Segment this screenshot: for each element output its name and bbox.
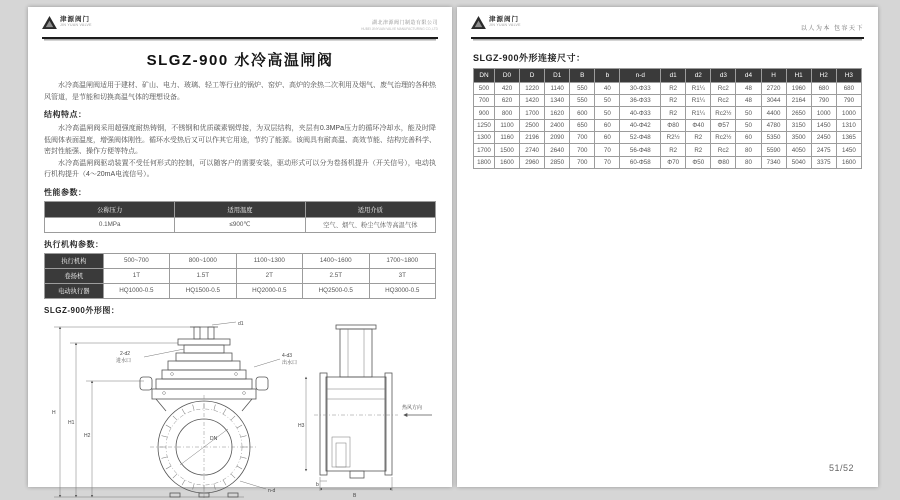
label-dn: DN [210,435,218,442]
dim-label-h: H [52,409,56,416]
logo-name: 津源阀门 [60,16,90,24]
column-header: d2 [686,69,711,83]
table-cell: 790 [811,94,836,106]
label-inlet: 进水口 [116,357,132,364]
table-cell: 1310 [836,119,861,131]
actuator-table [44,253,436,299]
column-header: d3 [711,69,736,83]
dim-label-h3: H3 [298,422,305,429]
structure-heading: 结构特点： [44,110,87,120]
dimensions-table-head [474,69,862,83]
table-cell: 3150 [786,119,811,131]
table-row [474,119,862,131]
table-cell: 800 [494,107,519,119]
table-row [474,132,862,144]
dimensions-table-body [474,82,862,169]
table-cell: R2 [661,94,686,106]
table-cell: 550 [570,94,595,106]
table-cell: 80 [736,144,761,156]
table-row [45,217,436,232]
table-cell: 5590 [761,144,786,156]
structure-paragraph-1: 水冷高温闸阀采用超强度耐热铸钢，不锈钢和优质碳素钢焊接，为双层结构，夹层有0.3MPa压力的循环冷却水，能及时降低阀体表面温度，增强阀体刚性。循环水受热后又可以作其它用途，节约了能源。该阀具有耐高温、高效节能、结构完善科学、密封性能强、操作方便等特点。 [44,125,436,156]
table-cell: 7340 [761,156,786,168]
label-outlet-code: 4-d3 [282,352,293,359]
table-cell: 52-Φ48 [620,132,661,144]
table-cell: 1160 [494,132,519,144]
table-cell: 3044 [761,94,786,106]
logo-text [489,17,521,27]
table-cell: 80 [736,156,761,168]
table-cell: 620 [494,94,519,106]
table-cell: ≤900℃ [175,217,305,232]
company-logo [42,16,92,29]
table-cell: 900 [474,107,495,119]
column-header: 适用温度 [175,201,305,217]
table-cell: 1400~1600 [303,253,369,268]
table-cell: 60 [736,132,761,144]
table-cell: 2164 [786,94,811,106]
table-cell: 1450 [836,144,861,156]
table-cell: 2T [236,268,302,283]
page-title: SLGZ-900 水冷高温闸阀 [146,52,334,69]
company-name-en: HUBEI JINYUAN VALVE MANUFACTURING CO.,LTD [361,26,438,31]
table-cell: 60 [595,132,620,144]
label-inlet-code: 2-d2 [120,350,131,357]
table-row [474,156,862,168]
table-cell: 550 [570,82,595,94]
row-header-cell: 执行机构 [45,253,104,268]
column-header: DN [474,69,495,83]
table-cell: Rc2½ [711,107,736,119]
table-cell: 2450 [811,132,836,144]
column-header: d1 [661,69,686,83]
table-cell: Φ50 [686,156,711,168]
table-row [45,253,436,268]
table-cell: 50 [595,107,620,119]
table-cell: R1¼ [686,82,711,94]
page-number: 51/52 [828,463,854,473]
table-cell: 1700~1800 [369,253,435,268]
table-cell: 48 [736,94,761,106]
table-cell: 1100~1300 [236,253,302,268]
table-cell: HQ2000-0.5 [236,283,302,298]
table-cell: 3500 [786,132,811,144]
table-cell: 2090 [545,132,570,144]
table-cell: 680 [811,82,836,94]
table-cell: 4780 [761,119,786,131]
table-cell: 4050 [786,144,811,156]
column-header: H1 [786,69,811,83]
table-cell: 1300 [474,132,495,144]
table-cell: 4400 [761,107,786,119]
column-header: 适用介质 [305,201,435,217]
table-cell: 空气、烟气、粉尘气体等高温气体 [305,217,435,232]
table-cell: 790 [836,94,861,106]
table-cell: 70 [595,144,620,156]
table-cell: Rc2 [711,94,736,106]
table-cell: 2960 [520,156,545,168]
header-company-block [361,16,438,31]
logo-text [60,17,92,27]
table-cell: 1365 [836,132,861,144]
table-cell: Rc2½ [711,132,736,144]
table-cell: 1T [103,268,169,283]
page-left [28,7,452,499]
right-page-header [471,16,864,39]
table-cell: 40-Φ42 [620,119,661,131]
table-row [474,94,862,106]
table-cell: 36-Φ33 [620,94,661,106]
performance-heading: 性能参数： [44,187,87,197]
table-cell: R2 [661,107,686,119]
table-row [45,283,436,298]
table-row [45,268,436,283]
table-cell: Φ57 [711,119,736,131]
table-cell: HQ2500-0.5 [303,283,369,298]
actuator-table-body [45,253,436,298]
dim-label-h1: H1 [68,419,75,426]
table-cell: 1500 [494,144,519,156]
table-cell: 1000 [836,107,861,119]
table-cell: 3T [369,268,435,283]
performance-table-body [45,217,436,232]
table-cell: HQ1000-0.5 [103,283,169,298]
column-header: D1 [545,69,570,83]
column-header: 公称压力 [45,201,175,217]
table-cell: 1250 [474,119,495,131]
table-cell: 2500 [520,119,545,131]
table-cell: 48 [736,82,761,94]
column-header: H3 [836,69,861,83]
table-cell: 650 [570,119,595,131]
column-header: D [520,69,545,83]
table-cell: 2196 [520,132,545,144]
table-cell: 40-Φ33 [620,107,661,119]
left-page-header [42,16,438,39]
intro-paragraph: 水冷高温闸阀适用于建材、矿山、电力、玻璃、轻工等行业的锅炉、窑炉、高炉的余热二次利用及烟气、废气治理的各种热风管道，是节能和切换高温气体的理想设备。 [44,82,436,101]
table-cell: R1¼ [686,94,711,106]
table-cell: 2400 [545,119,570,131]
table-cell: 1140 [545,82,570,94]
table-cell: R2 [661,144,686,156]
table-cell: R1¼ [686,107,711,119]
table-cell: 2850 [545,156,570,168]
table-header-row [474,69,862,83]
table-cell: R2 [686,132,711,144]
table-cell: Φ40 [686,119,711,131]
table-cell: 500 [474,82,495,94]
column-header: n-d [620,69,661,83]
row-header-cell: 电动执行器 [45,283,104,298]
outline-drawing [44,319,436,500]
dim-label-b-small: b [316,481,319,488]
table-cell: 1420 [520,94,545,106]
table-cell: 60 [595,119,620,131]
column-header: B [570,69,595,83]
table-cell: 2475 [811,144,836,156]
table-cell: 700 [474,94,495,106]
company-logo-icon [471,16,486,29]
performance-table-head [45,201,436,217]
right-page-content [473,45,862,169]
row-header-cell: 卷扬机 [45,268,104,283]
table-cell: 30-Φ33 [620,82,661,94]
dimensions-table [473,68,862,169]
left-page-content [44,45,436,500]
column-header: b [595,69,620,83]
table-cell: 50 [595,94,620,106]
table-cell: 70 [595,156,620,168]
table-cell: 5040 [786,156,811,168]
table-cell: 50 [736,107,761,119]
table-cell: 40 [595,82,620,94]
table-cell: R2 [661,82,686,94]
table-row [474,107,862,119]
table-cell: Φ80 [661,119,686,131]
logo-subtitle: JIN YUAN VALVE [60,23,92,28]
company-name: 湖北津源阀门制造有限公司 [371,20,438,26]
table-cell: 1600 [494,156,519,168]
table-cell: 1700 [520,107,545,119]
table-cell: 500~700 [103,253,169,268]
table-cell: 1220 [520,82,545,94]
label-n-d: n-d [268,487,276,494]
table-cell: Φ80 [711,156,736,168]
table-cell: Φ70 [661,156,686,168]
table-cell: 1100 [494,119,519,131]
table-cell: 1.5T [170,268,236,283]
table-cell: 700 [570,144,595,156]
table-cell: 1620 [545,107,570,119]
structure-paragraph-2: 水冷高温闸阀驱动装置不受任何形式的控制，可以随客户的需要安装，驱动形式可以分为卷扬机提升（开关信号），电动执行机构提升（4～20mA电流信号）。 [44,159,436,179]
flow-direction-label: 热风方向 [402,404,423,411]
label-d1: d1 [238,320,244,327]
actuator-heading: 执行机构参数： [44,239,104,249]
table-cell: 3375 [811,156,836,168]
table-cell: 2650 [786,107,811,119]
table-header-row [45,201,436,217]
table-cell: 2640 [545,144,570,156]
company-slogan: 以人为本 包容天下 [800,26,864,32]
valve-technical-drawing [44,319,436,500]
table-cell: 1450 [811,119,836,131]
table-cell: 700 [570,156,595,168]
table-cell: 680 [836,82,861,94]
table-cell: 1960 [786,82,811,94]
column-header: H [761,69,786,83]
table-row [474,144,862,156]
table-cell: 1800 [474,156,495,168]
label-outlet: 出水口 [282,359,298,366]
table-cell: Rc2 [711,144,736,156]
table-cell: 2720 [761,82,786,94]
table-cell: HQ1500-0.5 [170,283,236,298]
column-header: d4 [736,69,761,83]
dim-label-h2: H2 [84,432,91,439]
logo-name: 津源阀门 [489,16,519,24]
column-header: D0 [494,69,519,83]
table-cell: HQ3000-0.5 [369,283,435,298]
table-cell: 2740 [520,144,545,156]
table-cell: 1700 [474,144,495,156]
table-cell: 60-Φ58 [620,156,661,168]
table-cell: 0.1MPa [45,217,175,232]
company-logo-icon [42,16,57,29]
table-cell: 1340 [545,94,570,106]
table-cell: 800~1000 [170,253,236,268]
column-header: H2 [811,69,836,83]
drawing-heading: SLGZ-900外形图： [44,305,120,315]
table-cell: R2 [686,144,711,156]
table-cell: R2½ [661,132,686,144]
table-cell: 600 [570,107,595,119]
logo-subtitle: JIN YUAN VALVE [489,23,521,28]
table-cell: 5350 [761,132,786,144]
table-cell: 1600 [836,156,861,168]
table-cell: 2.5T [303,268,369,283]
table-cell: 50 [736,119,761,131]
table-cell: 56-Φ48 [620,144,661,156]
table-cell: 420 [494,82,519,94]
table-row [474,82,862,94]
company-logo [471,16,521,29]
page-right [457,7,878,487]
table-cell: Rc2 [711,82,736,94]
performance-table [44,201,436,233]
dim-label-b: B [353,492,357,499]
table-cell: 1000 [811,107,836,119]
table-cell: 700 [570,132,595,144]
dimensions-table-title: SLGZ-900外形连接尺寸： [473,53,586,63]
